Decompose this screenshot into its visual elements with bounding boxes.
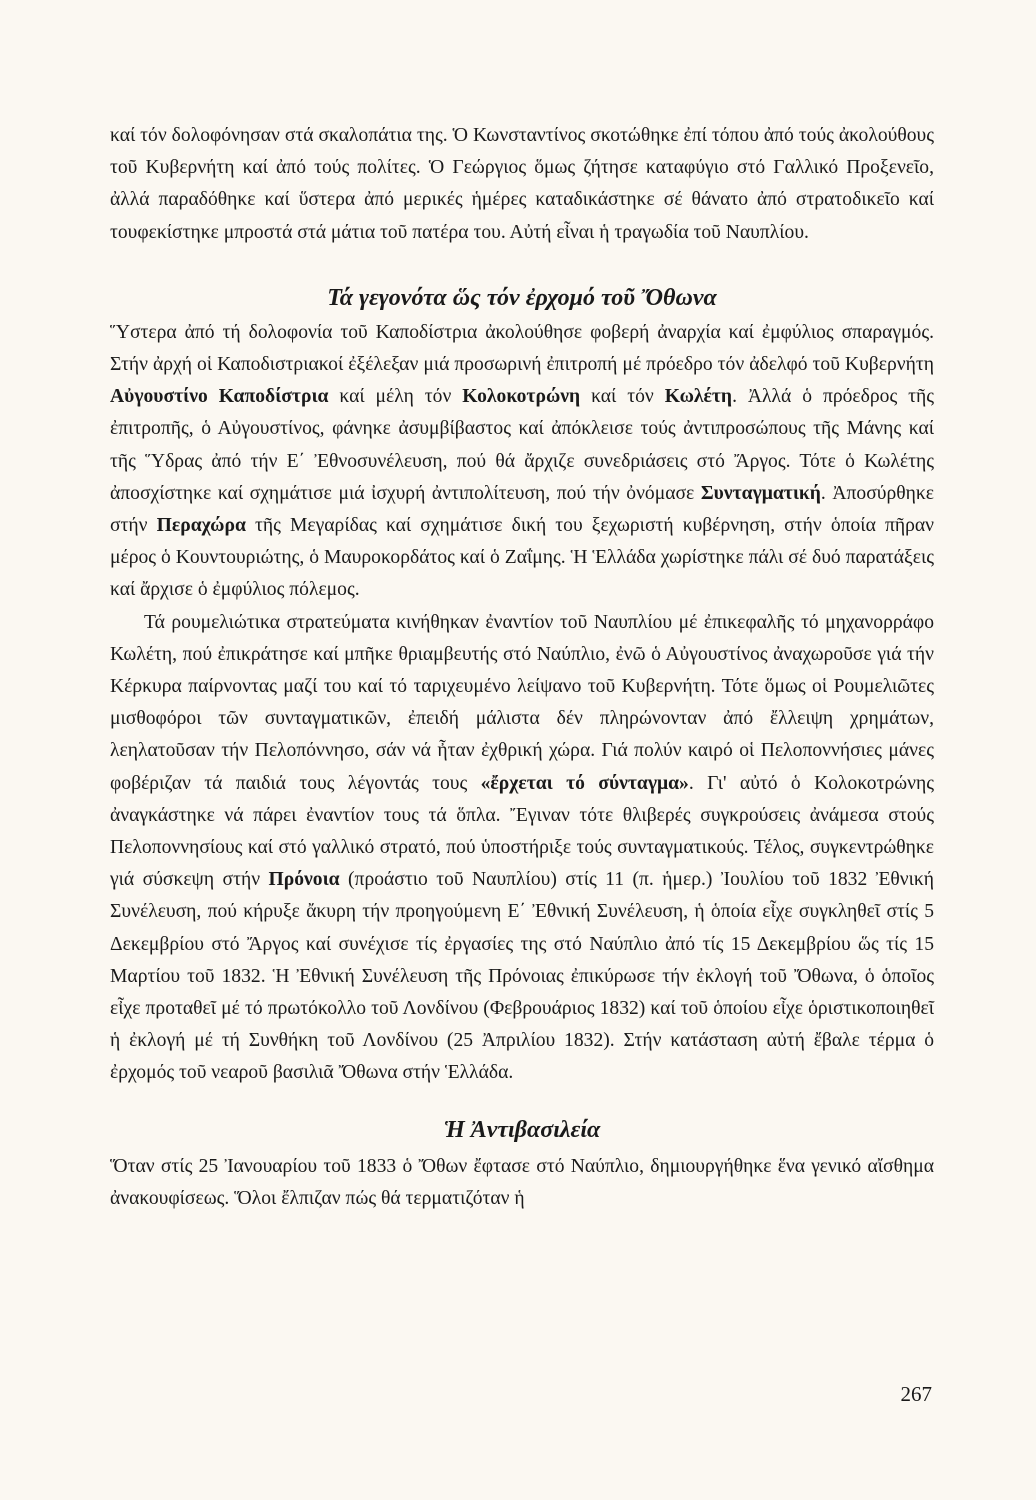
section-heading-regency: Ἡ Ἀντιβασιλεία xyxy=(443,1116,601,1143)
text-run: Τά ρουμελιώτικα στρατεύματα κινήθηκαν ἐναντίον τοῦ Ναυπλίου μέ ἐπικεφαλῆς τό μηχανορράφο Κωλέτη, πού ἐπικράτησε καί μπῆκε θριαμβευτής στό Ναύπλιο, ἐνῶ ὁ Αὐγουστίνος ἀναχωροῦσε γιά τήν Κέρκυρα παίρνοντας μαζί του καί τό ταριχευμένο λείψανο τοῦ Κυβερνήτη. Τότε ὅμως οἱ Ρουμελιῶτες μισθοφόροι τῶν συνταγματικῶν, ἐπειδή μάλιστα δέν πληρώνονταν ἀπό ἔλλειψη χρημάτων, λεηλατοῦσαν τήν Πελοπόννησο, σάν νά ἦταν ἐχθρική χώρα. Γιά πολύν καιρό οἱ Πελοποννήσιες μάνες φοβέριζαν τά παιδιά τους λέγοντάς τους xyxy=(110,611,934,794)
bold-term: Κωλέτη xyxy=(664,386,733,408)
bold-term: Κολοκοτρώνη xyxy=(462,386,581,408)
paragraph-4-text: Ὅταν στίς 25 Ἰανουαρίου τοῦ 1833 ὁ Ὄθων ἔφτασε στό Ναύπλιο, δημιουργήθηκε ἕνα γενικό αἴσθημα ἀνακουφίσεως. Ὅλοι ἔλπιζαν πώς θά τερματιζόταν ἡ xyxy=(110,1155,934,1209)
paragraph-1-text: καί τόν δολοφόνησαν στά σκαλοπάτια της. Ὁ Κωνσταντίνος σκοτώθηκε ἐπί τόπου ἀπό τούς ἀκολούθους τοῦ Κυβερνήτη καί ἀπό τούς πολίτες. Ὁ Γεώργιος ὅμως ζήτησε καταφύγιο στό Γαλλικό Προξενεῖο, ἀλλά παραδόθηκε καί ὕστερα ἀπό μερικές ἡμέρες καταδικάστηκε σέ θάνατο ἀπό στρατοδικεῖο καί τουφεκίστηκε μπροστά στά μάτια τοῦ πατέρα του. Αὐτή εἶναι ἡ τραγωδία τοῦ Ναυπλίου. xyxy=(110,125,934,243)
bold-term: «ἔρχεται τό σύνταγμα» xyxy=(480,772,689,794)
page-body xyxy=(110,120,934,1215)
paragraph-3 xyxy=(110,607,934,1090)
page-number: 267 xyxy=(900,1382,932,1406)
text-run: τῆς Μεγαρίδας καί σχημάτισε δική του ξεχωριστή κυβέρνηση, στήν ὁποία πῆραν μέρος ὁ Κουντουριώτης, ὁ Μαυροκορδάτος καί ὁ Ζαΐμης. Ἡ Ἑλλάδα χωρίστηκε πάλι σέ δυό παρατάξεις καί ἄρχισε ὁ ἐμφύλιος πόλεμος. xyxy=(110,515,934,601)
text-run: Ὕστερα ἀπό τή δολοφονία τοῦ Καποδίστρια ἀκολούθησε φοβερή ἀναρχία καί ἐμφύλιος σπαραγμός. Στήν ἀρχή οἱ Καποδιστριακοί ἐξέλεξαν μιά προσωρινή ἐπιτροπή μέ πρόεδρο τόν ἀδελφό τοῦ Κυβερνήτη xyxy=(110,321,934,376)
text-run: . Ἀλλά ὁ πρόεδρος τῆς ἐπιτροπῆς, ὁ Αὐγουστίνος, φάνηκε ἀσυμβίβαστος καί ἀπόκλεισε τούς ἀντιπροσώπους τῆς Μάνης καί τῆς Ὕδρας ἀπό τήν Ε΄ Ἐθνοσυνέλευση, πού θά ἄρχιζε συνεδριάσεις στό Ἄργος. Τότε ὁ Κωλέτης ἀποσχίστηκε καί σχημάτισε μιά ἰσχυρή ἀντιπολίτευση, πού τήν ὀνόμασε xyxy=(110,386,935,504)
bold-term: Συνταγματική xyxy=(700,482,821,504)
bold-term: Αὐγουστίνο Καποδίστρια xyxy=(110,386,329,408)
text-run: . Γι' αὐτό ὁ Κολοκοτρώνης ἀναγκάστηκε νά πάρει ἐναντίον τους τά ὅπλα. Ἔγιναν τότε θλιβερές συγκρούσεις ἀνάμεσα στούς Πελοποννησίους καί στό γαλλικό στρατό, πού ὑποστήριξε τούς συνταγματικούς. Τέλος, συγκεντρώθηκε γιά σύσκεψη στήν xyxy=(110,772,934,891)
text-run: . Ἀποσύρθηκε στήν xyxy=(110,482,934,537)
section-heading-otto-arrival: Τά γεγονότα ὥς τόν ἐρχομό τοῦ Ὄθωνα xyxy=(327,284,717,311)
text-run: (προάστιο τοῦ Ναυπλίου) στίς 11 (π. ἡμερ.) Ἰουλίου τοῦ 1832 Ἐθνική Συνέλευση, πού κήρυξε ἄκυρη τήν προηγούμενη Ε΄ Ἐθνική Συνέλευση, ἡ ὁποία εἶχε συγκληθεῖ στίς 5 Δεκεμβρίου στό Ἄργος καί συνέχισε τίς ἐργασίες της στό Ναύπλιο ἀπό τίς 15 Δεκεμβρίου ὥς τίς 15 Μαρτίου τοῦ 1832. Ἡ Ἐθνική Συνέλευση τῆς Πρόνοιας ἐπικύρωσε τήν ἐκλογή τοῦ Ὄθωνα, ὁ ὁποῖος εἶχε προταθεῖ μέ τό πρωτόκολλο τοῦ Λονδίνου (Φεβρουάριος 1832) καί τοῦ ὁποίου εἶχε ὁριστικοποιηθεῖ ἡ ἐκλογή μέ τή Συνθήκη τοῦ Λονδίνου (25 Ἀπριλίου 1832). Στήν κατάσταση αὐτή ἔβαλε τέρμα ὁ ἐρχομός τοῦ νεαροῦ βασιλιᾶ Ὄθωνα στήν Ἑλλάδα. xyxy=(110,869,934,1084)
paragraph-4 xyxy=(110,1151,934,1215)
bold-term: Πρόνοια xyxy=(268,869,340,891)
text-run: καί τόν xyxy=(580,386,665,408)
text-run: καί μέλη τόν xyxy=(328,386,463,408)
paragraph-2 xyxy=(110,317,934,607)
paragraph-1 xyxy=(110,120,934,249)
bold-term: Περαχώρα xyxy=(156,515,246,537)
